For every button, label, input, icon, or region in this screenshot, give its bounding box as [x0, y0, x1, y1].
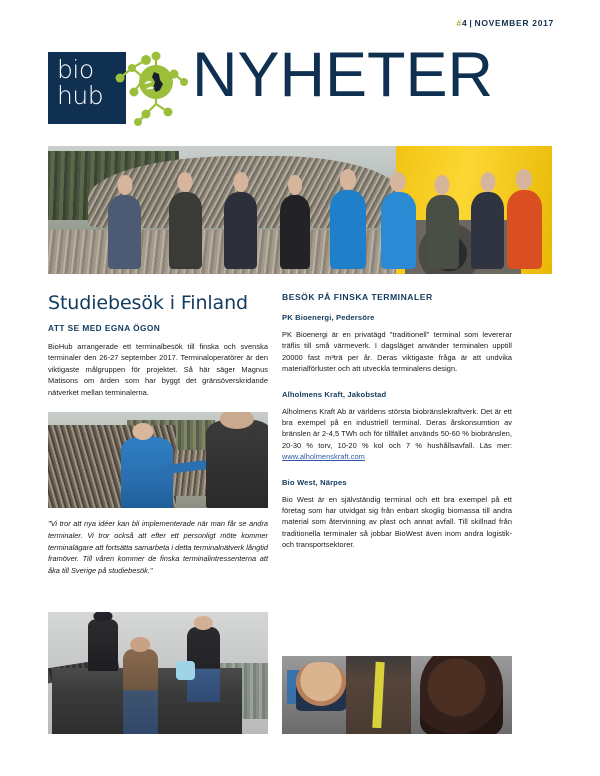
terminal-description-text: Alholmens Kraft Ab är världens största biobränslekraftverk. Det är ett bra exempel på en industriell terminal. Deras årskonsumtion av bränslen är 2-4,5 TWh och för tillfället används 50-60 % biobränslen, 20-30 % torv, 10-20 % kol och 7 % hushållsavfall. Läs mer:	[282, 406, 512, 450]
alholmenskraft-link[interactable]: www.alholmenskraft.com	[282, 452, 365, 462]
terminal-section-alholmens-kraft	[282, 390, 512, 463]
article-kicker: ATT SE MED EGNA ÖGON	[48, 323, 161, 333]
terminal-description: Bio West är en självständig terminal och ett bra exempel på ett företag som har utvidgat sig från enbart skoglig biomassa till andra material som återvinning av plast och annat avfall. Till skillnad från traditionella terminaler så jobbar BioWest även inom andra logistik- och transportsektorer.	[282, 494, 512, 550]
issue-separator: |	[469, 18, 473, 28]
logo-line-hub: hub	[57, 81, 104, 110]
issue-date: NOVEMBER 2017	[474, 18, 554, 28]
article-title: Studiebesök i Finland	[48, 292, 249, 314]
terminal-section-bio-west	[282, 478, 512, 551]
article-intro: BioHub arrangerade ett terminalbesök till finska och svenska terminaler den 26-27 september 2017. Terminaloperatörer är den viktigaste målgruppen för projektet. Så här säger Magnus Matisons om ärden som har byggt det gränsöverskridande nätverket mellan terminalerna.	[48, 342, 268, 397]
quote-text: "Vi tror att nya idéer kan bli implementerade när man får se andra terminaler. Vi tror också att efter ett personligt möte kommer terminalägare att fortsätta samarbeta i detta terminalnätverk långtid framöver. Till våren kommer de finska terminalintressenterna att åka till Sverige på studiebesök."	[48, 519, 268, 576]
terminal-description	[282, 406, 512, 463]
pull-quote	[48, 518, 268, 577]
terminal-description: PK Bioenergi är en privatägd "traditionell" terminal som levererar träflis till små värmeverk. I dagsläget använder terminalen upptill 20000 fast m³trä per år. Deras viktigaste fråga är att undvika materialförluster och att utveckla terminalens design.	[282, 330, 512, 374]
biohub-logo	[48, 48, 198, 126]
masthead	[0, 0, 600, 134]
left-column	[48, 292, 268, 398]
page-title: NYHETER	[192, 40, 494, 110]
terminal-name: Alholmens Kraft, Jakobstad	[282, 389, 387, 399]
issue-hash: #	[456, 18, 462, 28]
terminal-section-pk-bioenergi	[282, 313, 512, 375]
terminal-name: PK Bioenergi, Pedersöre	[282, 313, 375, 322]
hero-photo	[48, 146, 552, 274]
terminal-name: Bio West, Närpes	[282, 477, 347, 487]
logo-line-bio: bio	[57, 55, 94, 84]
right-column-title: BESÖK PÅ FINSKA TERMINALER	[282, 292, 433, 302]
issue-line	[457, 18, 554, 28]
issue-number: 4	[461, 18, 468, 28]
discussion-photo	[282, 656, 512, 734]
terminal-visit-photo	[48, 412, 268, 508]
right-column	[282, 292, 512, 566]
molecule-network-icon	[110, 48, 198, 126]
container-inspection-photo	[48, 612, 268, 734]
logo-wordmark	[57, 57, 103, 109]
